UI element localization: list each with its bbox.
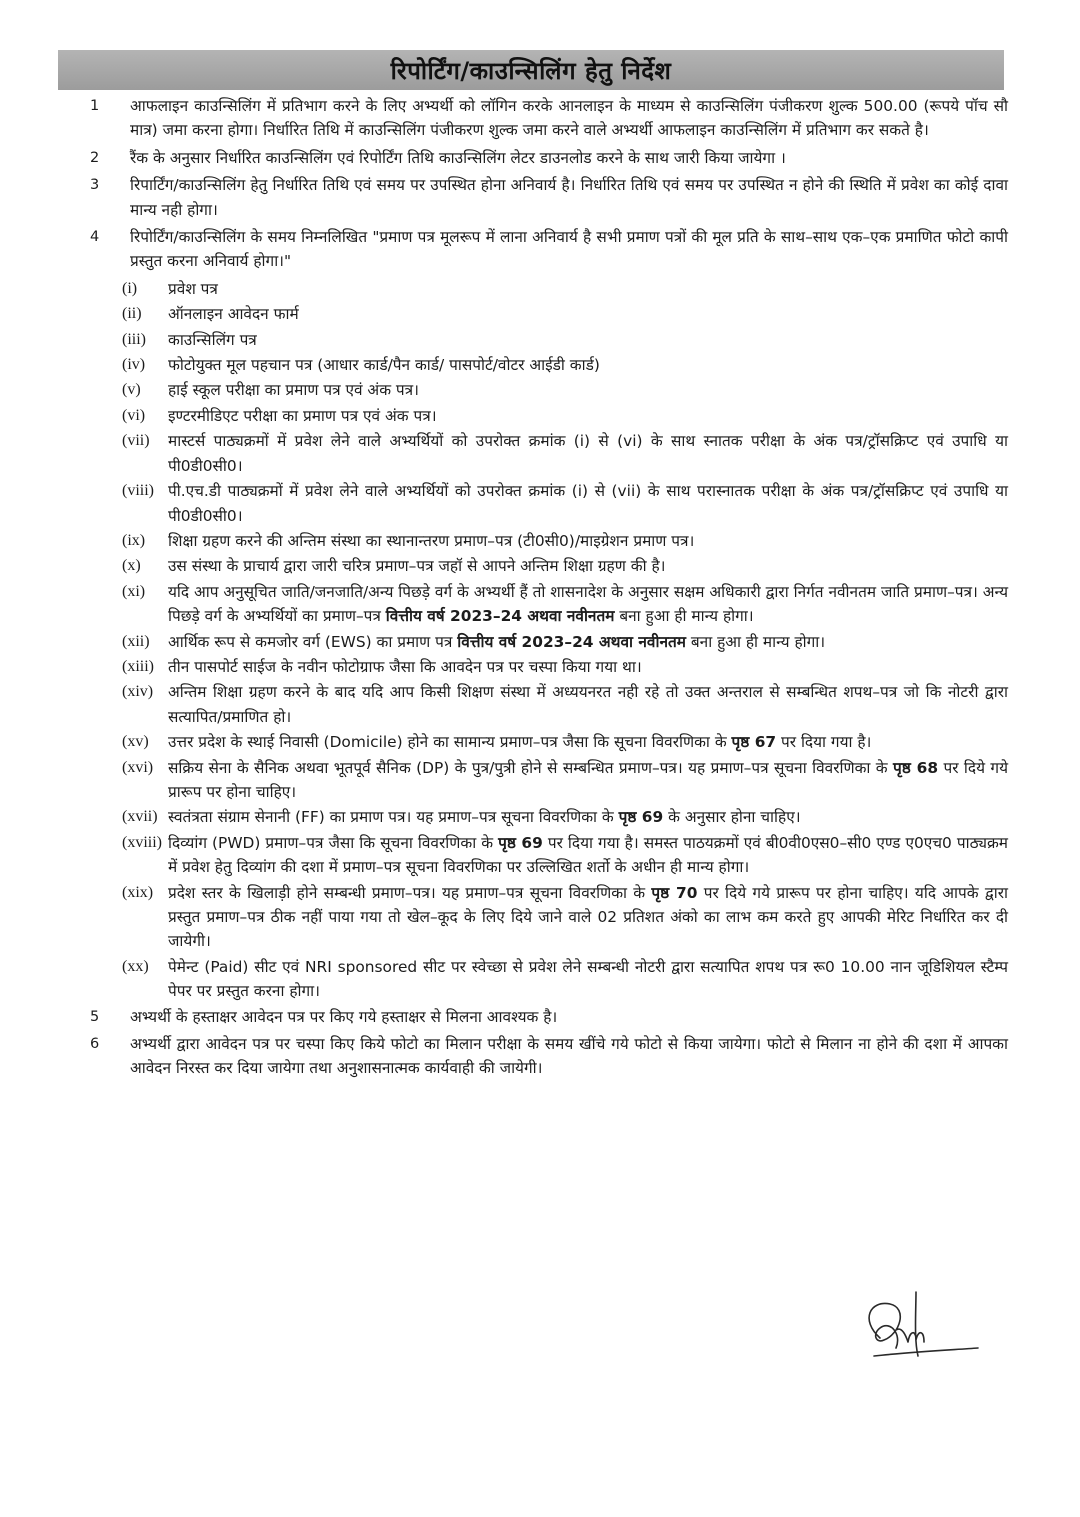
sub-item-number: (iii) — [122, 330, 146, 348]
item-text: आफलाइन काउन्सिलिंग में प्रतिभाग करने के लिए अभ्यर्थी को लॉगिन करके आनलाइन के माध्यम से काउन्सिलिंग पंजीकरण शुल्क 500.00 (रूपये पॉच सौ मात्र) जमा करना होगा। निर्धारित तिथि में काउन्सिलिंग पंजीकरण शुल्क जमा करने वाले अभ्यर्थी आफलाइन काउन्सिलिंग में प्रतिभाग कर सकते है। — [130, 97, 1008, 140]
item-number: 4 — [90, 229, 100, 246]
item-text: अभ्यर्थी द्वारा आवेदन पत्र पर चस्पा किए किये फोटो का मिलान परीक्षा के समय खींचे गये फोटो से किया जायेगा। फोटो से मिलान ना होने की दशा में आपका आवेदन निरस्त कर दिया जायेगा तथा अनुशासनात्मक कार्यवाही की जायेगी। — [130, 1035, 1008, 1078]
text-part: स्वतंत्रता संग्राम सेनानी (FF) का प्रमाण पत्र। यह प्रमाण–पत्र सूचना विवरणिका के — [168, 808, 619, 827]
text-part: पर दिया गया है। — [776, 733, 872, 752]
text-part: के अनुसार होना चाहिए। — [663, 808, 801, 827]
list-item — [82, 225, 1008, 274]
sub-item-text: इण्टरमीडिएट परीक्षा का प्रमाण पत्र एवं अंक पत्र। — [168, 406, 437, 425]
item-number: 3 — [90, 177, 100, 194]
sub-item-number: (xviii) — [122, 833, 162, 851]
text-part: दिव्यांग (PWD) प्रमाण–पत्र जैसा कि सूचना विवरणिका के — [168, 833, 499, 852]
sub-item-text: पेमेन्ट (Paid) सीट एवं NRI sponsored सीट पर स्वेच्छा से प्रवेश लेने सम्बन्धी नोटरी द्वारा सत्यापित शपथ पत्र रू0 10.00 नान जूडिशियल स्टैम्प पेपर पर प्रस्तुत करना होगा। — [168, 957, 1008, 1001]
text-part: पर दिये गये प्रारूप पर होना चाहिए। — [168, 758, 1008, 801]
sub-item-number: (xx) — [122, 957, 149, 975]
emphasis-text: पृष्ठ 67 — [731, 733, 777, 752]
emphasis-text: वित्तीय वर्ष 2023–24 अथवा नवीनतम — [457, 632, 686, 651]
text-part: यदि आप अनुसूचित जाति/जनजाति/अन्य पिछड़े वर्ग के अभ्यर्थी हैं तो शासनादेश के अनुसार सक्षम अधिकारी द्वारा निर्गत नवीनतम जाति प्रमाण–पत्र। अन्य पिछड़े वर्ग के अभ्यर्थियों का प्रमाण–पत्र — [168, 582, 1008, 626]
item-number: 5 — [90, 1008, 100, 1025]
sub-item-text — [168, 630, 1008, 654]
sub-item-text: प्रवेश पत्र — [168, 279, 218, 298]
sub-item-number: (ix) — [122, 531, 146, 549]
sub-item-text: उस संस्था के प्राचार्य द्वारा जारी चरित्र प्रमाण–पत्र जहॉ से आपने अन्तिम शिक्षा ग्रहण की है। — [168, 557, 666, 576]
text-part: उत्तर प्रदेश के स्थाई निवासी (Domicile) होने का सामान्य प्रमाण–पत्र जैसा कि सूचना विवरणिका के — [168, 733, 732, 752]
sub-item-number: (v) — [122, 381, 141, 399]
emphasis-text: पृष्ठ 70 — [651, 883, 698, 902]
sub-list-item — [122, 831, 1008, 880]
sub-item-number: (xix) — [122, 883, 154, 901]
emphasis-text: पृष्ठ 69 — [618, 808, 664, 827]
sub-item-text: मास्टर्स पाठ्यक्रमों में प्रवेश लेने वाले अभ्यर्थियों को उपरोक्त क्रमांक (i) से (vi) के साथ स्नातक परीक्षा के अंक पत्र/ट्रॉसक्रिप्ट एवं उपाधि या पी0डी0सी0। — [168, 432, 1008, 475]
sub-list-item — [122, 630, 1008, 654]
sub-list-item — [122, 328, 1008, 352]
sub-list-item — [122, 730, 1008, 754]
sub-item-text — [168, 580, 1008, 629]
sub-list-item — [122, 404, 1008, 428]
sub-item-text: हाई स्कूल परीक्षा का प्रमाण पत्र एवं अंक पत्र। — [168, 381, 419, 400]
emphasis-text: वित्तीय वर्ष 2023–24 अथवा नवीनतम — [385, 607, 615, 626]
sub-item-text: अन्तिम शिक्षा ग्रहण करने के बाद यदि आप किसी शिक्षण संस्था में अध्ययनरत नही रहे तो उक्त अन्तराल से सम्बन्धित शपथ–पत्र जो कि नोटरी द्वारा सत्यापित/प्रमाणित हो। — [168, 683, 1008, 726]
sub-item-text: ऑनलाइन आवेदन फार्म — [168, 305, 299, 324]
sub-item-number: (xvi) — [122, 758, 154, 776]
text-part: प्रदेश स्तर के खिलाड़ी होने सम्बन्धी प्रमाण–पत्र। यह प्रमाण–पत्र सूचना विवरणिका के — [168, 883, 652, 902]
sub-item-number: (i) — [122, 279, 138, 297]
sub-item-number: (iv) — [122, 356, 146, 374]
sub-item-text — [168, 756, 1008, 805]
sub-item-number: (xiv) — [122, 683, 154, 701]
list-item — [82, 1032, 1008, 1081]
sub-item-text — [168, 730, 1008, 754]
sub-item-text — [168, 805, 1008, 829]
item-text: अभ्यर्थी के हस्ताक्षर आवेदन पत्र पर किए गये हस्ताक्षर से मिलना आवश्यक है। — [130, 1007, 558, 1026]
sub-list-item — [122, 277, 1008, 301]
sub-list-item — [122, 955, 1008, 1004]
item-text: रिपोर्टिंग/काउन्सिलिंग के समय निम्नलिखित "प्रमाण पत्र मूलरूप में लाना अनिवार्य है सभी प्रमाण पत्रों की मूल प्रति के साथ–साथ एक–एक प्रमाणित फोटो कापी प्रस्तुत करना अनिवार्य होगा।" — [130, 228, 1008, 271]
text-part: पर दिया गया है। समस्त पाठयक्रमों एवं बी0वी0एस0–सी0 एण्ड ए0एच0 पाठ्यक्रम में प्रवेश हेतु दिव्यांग की दशा में प्रमाण–पत्र सूचना विवरणिका पर उल्लिखित शर्तो के अधीन ही मान्य होगा। — [168, 833, 1008, 877]
sub-item-number: (ii) — [122, 305, 142, 323]
signature-icon — [850, 1290, 990, 1370]
item-number: 2 — [90, 149, 100, 166]
list-item — [82, 173, 1008, 222]
list-item — [82, 94, 1008, 143]
instructions-list — [82, 94, 1008, 1084]
sub-item-text: पी.एच.डी पाठ्यक्रमों में प्रवेश लेने वाले अभ्यर्थियों को उपरोक्त क्रमांक (i) से (vii) के साथ परास्नातक परीक्षा के अंक पत्र/ट्रॉसक्रिप्ट एवं उपाधि या पी0डी0सी0। — [168, 482, 1008, 525]
sub-list-item — [122, 378, 1008, 402]
sub-list-item — [122, 805, 1008, 829]
text-part: बना हुआ ही मान्य होगा। — [685, 632, 826, 651]
emphasis-text: पृष्ठ 68 — [893, 758, 939, 777]
sub-item-text: काउन्सिलिंग पत्र — [168, 330, 257, 349]
sub-list-item — [122, 529, 1008, 553]
sub-list-item — [122, 580, 1008, 629]
sub-item-text: शिक्षा ग्रहण करने की अन्तिम संस्था का स्थानान्तरण प्रमाण–पत्र (टी0सी0)/माइग्रेशन प्रमाण पत्र। — [168, 531, 695, 550]
text-part: सक्रिय सेना के सैनिक अथवा भूतपूर्व सैनिक (DP) के पुत्र/पुत्री होने से सम्बन्धित प्रमाण–पत्र। यह प्रमाण–पत्र सूचना विवरणिका के — [168, 758, 894, 777]
sub-list-item — [122, 353, 1008, 377]
sub-item-text — [168, 831, 1008, 880]
sub-item-text: फोटोयुक्त मूल पहचान पत्र (आधार कार्ड/पैन कार्ड/ पासपोर्ट/वोटर आईडी कार्ड) — [168, 356, 600, 375]
page-title: रिपोर्टिंग/काउन्सिलिंग हेतु निर्देश — [390, 56, 672, 85]
sub-item-number: (vi) — [122, 406, 146, 424]
sub-item-number: (xii) — [122, 632, 150, 650]
emphasis-text: पृष्ठ 69 — [498, 833, 543, 852]
sub-item-text: तीन पासपोर्ट साईज के नवीन फोटोग्राफ जैसा कि आवदेन पत्र पर चस्पा किया गया था। — [168, 657, 642, 676]
document-checklist — [122, 277, 1008, 1004]
text-part: पर दिये गये प्रारूप पर होना चाहिए। यदि आपके द्वारा प्रस्तुत प्रमाण–पत्र ठीक नहीं पाया गया तो खेल–कूद के लिए दिये जाने वाले 02 प्रतिशत अंको का लाभ कम करते हुए आपकी मेरिट निर्धारित कर दी जायेगी। — [168, 883, 1009, 951]
item-number: 6 — [90, 1036, 100, 1053]
sub-list-item — [122, 302, 1008, 326]
sub-item-number: (xvii) — [122, 808, 158, 826]
sub-list-item — [122, 554, 1008, 578]
sub-item-number: (vii) — [122, 432, 150, 450]
sub-list-item — [122, 479, 1008, 528]
item-text: रिपार्टिंग/काउन्सिलिंग हेतु निर्धारित तिथि एवं समय पर उपस्थित होना अनिवार्य है। निर्धारित तिथि एवं समय पर उपस्थित न होने की स्थिति में प्रवेश का कोई दावा मान्य नही होगा। — [130, 176, 1008, 219]
sub-list-item — [122, 429, 1008, 478]
sub-item-number: (xiii) — [122, 657, 154, 675]
list-item — [82, 146, 1008, 170]
sub-list-item — [122, 756, 1008, 805]
item-text: रैंक के अनुसार निर्धारित काउन्सिलिंग एवं रिपोर्टिंग तिथि काउन्सिलिंग लेटर डाउनलोड करने के साथ जारी किया जायेगा । — [130, 148, 786, 167]
item-number: 1 — [90, 98, 100, 114]
sub-list-item — [122, 655, 1008, 679]
sub-item-number: (x) — [122, 557, 141, 575]
sub-item-number: (xi) — [122, 582, 146, 600]
sub-item-number: (xv) — [122, 733, 149, 751]
sub-list-item — [122, 881, 1008, 954]
title-bar — [58, 50, 1004, 90]
text-part: बना हुआ ही मान्य होगा। — [614, 607, 754, 626]
sub-item-text — [168, 881, 1008, 954]
sub-list-item — [122, 680, 1008, 729]
list-item — [82, 1005, 1008, 1029]
text-part: आर्थिक रूप से कमजोर वर्ग (EWS) का प्रमाण पत्र — [168, 632, 458, 651]
sub-item-number: (viii) — [122, 482, 154, 500]
